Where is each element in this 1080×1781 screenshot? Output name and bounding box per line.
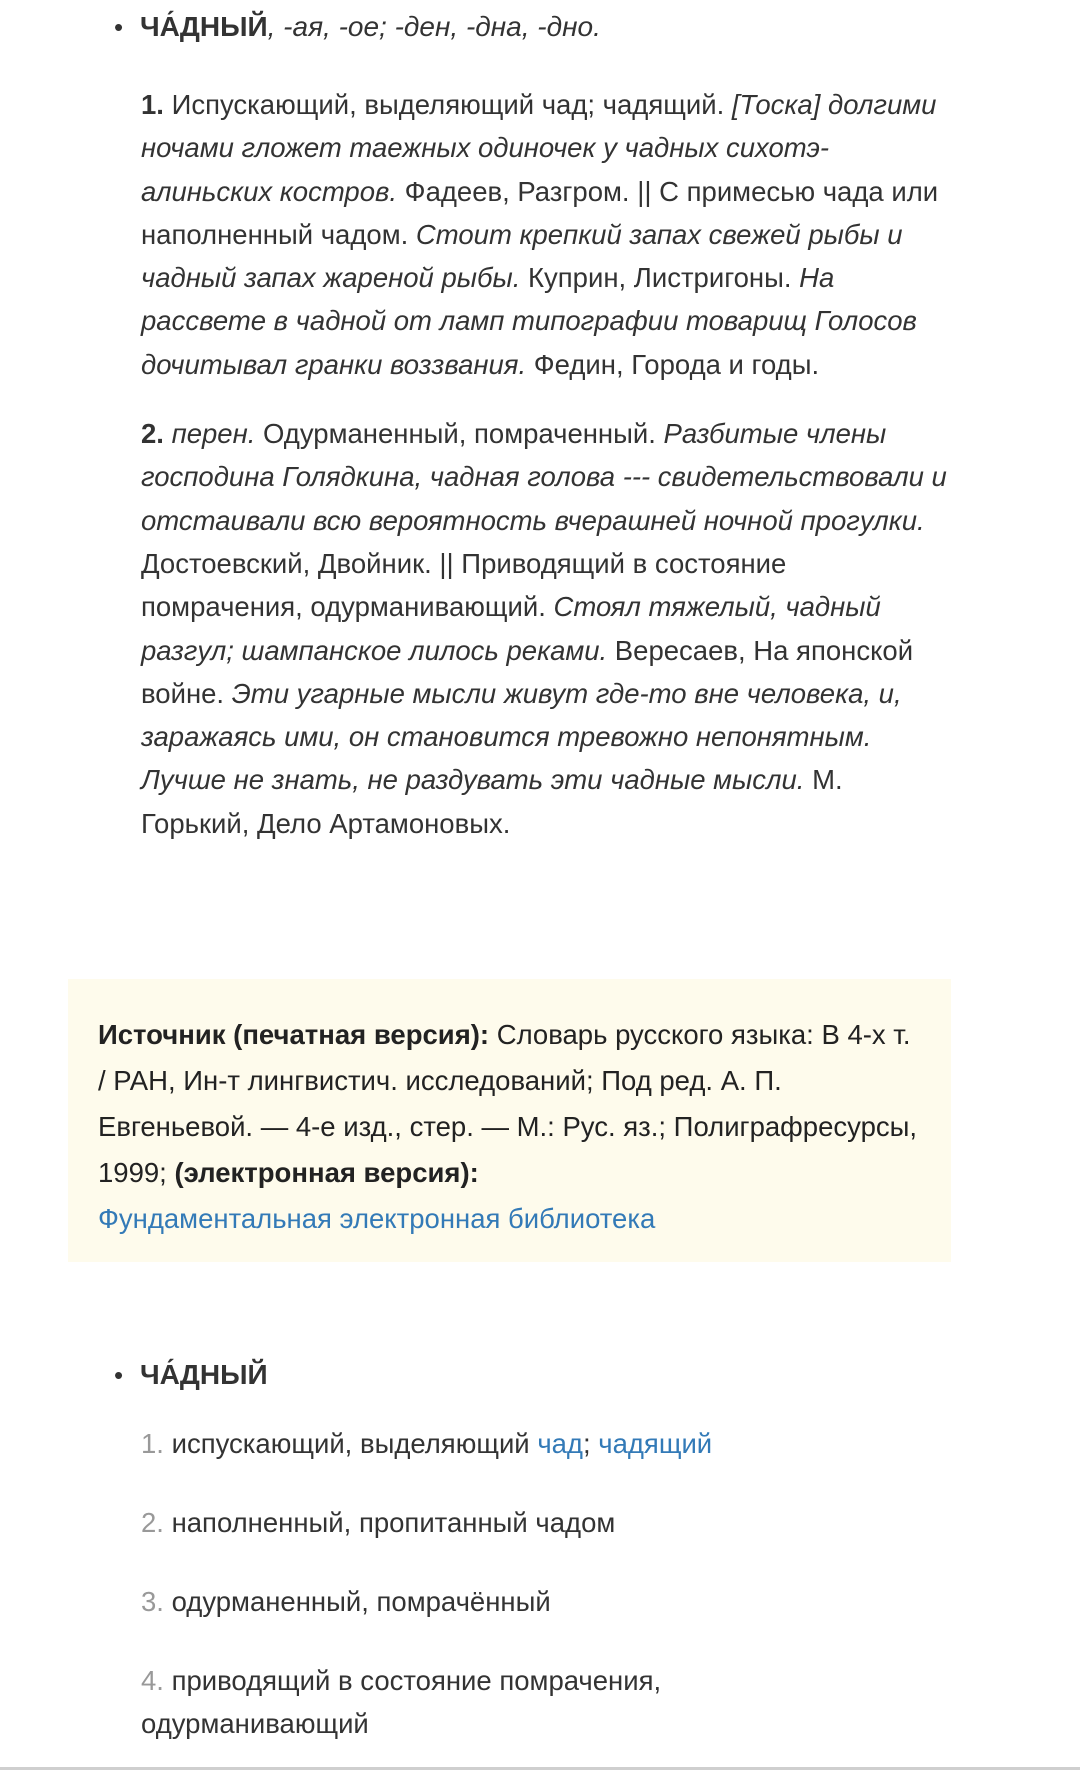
headword: ЧА́ДНЫЙ — [140, 1359, 268, 1390]
sense-1 — [141, 83, 954, 386]
definition: Испускающий, выделяющий чад; чадящий. — [163, 89, 732, 120]
list-item — [141, 1659, 741, 1745]
entry-headline — [114, 5, 954, 49]
item-number: 2. — [141, 1507, 164, 1538]
source-box — [68, 979, 951, 1262]
list-item — [141, 1422, 954, 1465]
item-number: 4. — [141, 1665, 164, 1696]
source-label-electronic: (электронная версия): — [174, 1157, 479, 1188]
example: [Тоска] долгими ночами гложет таежных одиночек у чадных сихотэ-алиньских костров. — [141, 89, 937, 207]
headword: ЧА́ДНЫЙ — [140, 11, 268, 42]
bullet-icon: • — [114, 12, 124, 42]
sense-2 — [141, 412, 954, 845]
entry-1 — [114, 5, 954, 845]
list-item — [141, 1501, 954, 1544]
link-chadyashchiy[interactable]: чадящий — [598, 1428, 713, 1459]
definition: Одурманенный, помраченный. — [255, 418, 664, 450]
source-label-print: Источник (печатная версия): — [98, 1019, 490, 1050]
item-text: испускающий, выделяющий — [163, 1428, 538, 1459]
example: Стоял тяжелый, чадный разгул; шампанское лилось реками. — [141, 591, 881, 666]
example: Разбитые члены господина Голядкина, чадная голова --- свидетельствовали и отстаивали всю вероятность вчерашней ночной прогулки. — [141, 418, 947, 536]
example: Стоит крепкий запах свежей рыбы и чадный запах жареной рыбы. — [141, 218, 903, 294]
item-text: наполненный, пропитанный чадом — [163, 1507, 616, 1538]
citation: Достоевский, Двойник. || Приводящий в состояние помрачения, одурманивающий. — [141, 547, 787, 623]
feb-library-link[interactable]: Фундаментальная электронная библиотека — [98, 1203, 656, 1234]
sense-list — [114, 1422, 954, 1745]
citation: Вересаев, На японской войне. — [141, 634, 914, 709]
citation: Фадеев, Разгром. || С примесью чада или наполненный чадом. — [141, 175, 939, 250]
citation: М. Горький, Дело Артамоновых. — [141, 764, 843, 839]
source-text: Словарь русского языка: В 4-х т. / РАН, Ин-т лингвистич. исследований; Под ред. А. П. Евгеньевой. — 4-е изд., стер. — М.: Рус. яз.; Полиграфресурсы, 1999; — [98, 1019, 918, 1188]
word-forms: , -ая, -ое; -ден, -дна, -дно. — [267, 11, 601, 42]
usage-label: перен. — [163, 418, 256, 450]
bullet-icon: • — [114, 1360, 124, 1390]
list-item — [141, 1580, 954, 1623]
separator: ; — [582, 1428, 599, 1459]
link-chad[interactable]: чад — [537, 1428, 583, 1459]
divider — [0, 1767, 1080, 1770]
sense-number: 1. — [141, 89, 164, 120]
citation: Федин, Города и годы. — [526, 348, 820, 380]
item-number: 3. — [141, 1586, 164, 1617]
entry-2 — [114, 1353, 954, 1781]
citation: Куприн, Листригоны. — [520, 262, 800, 294]
item-number: 1. — [141, 1428, 164, 1459]
sense-number: 2. — [141, 418, 164, 450]
item-text: приводящий в состояние помрачения, одурманивающий — [141, 1665, 662, 1739]
example: На рассвете в чадной от ламп типографии товарищ Голосов дочитывал гранки воззвания. — [141, 262, 917, 380]
entry-headline — [114, 1353, 954, 1397]
item-text: одурманенный, помрачённый — [163, 1586, 551, 1617]
example: Эти угарные мысли живут где-то вне человека, и, заражаясь ими, он становится тревожно непонятным. Лучше не знать, не раздувать эти чадные мысли. — [141, 677, 902, 796]
